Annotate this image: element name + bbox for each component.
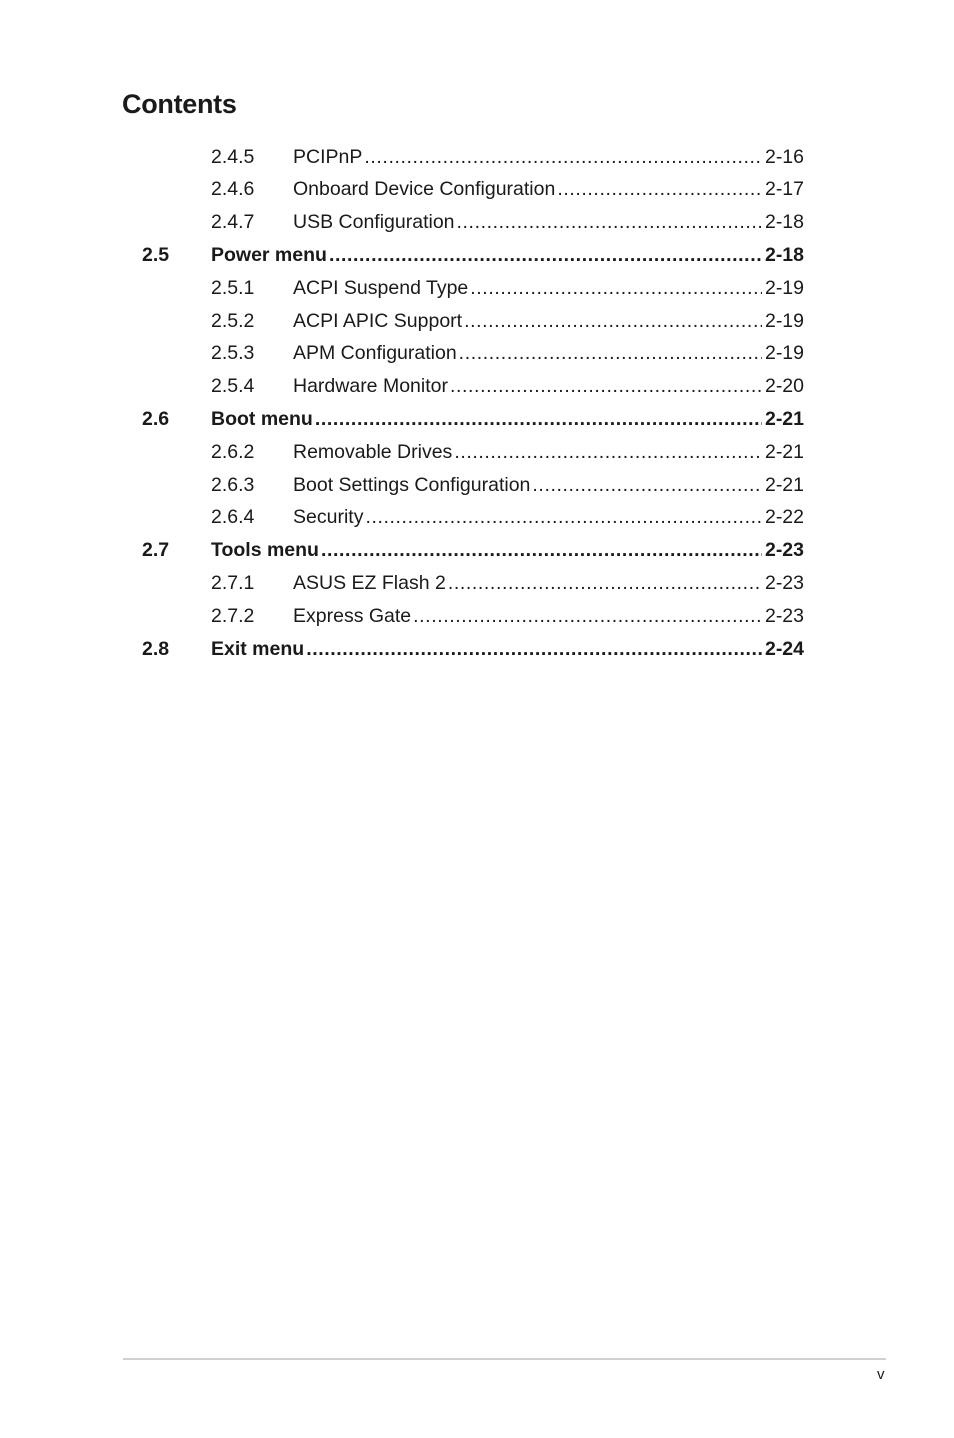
table-of-contents xyxy=(142,141,804,666)
toc-entry[interactable] xyxy=(142,272,804,305)
toc-entry-title: Boot menu xyxy=(211,408,313,431)
dot-leader xyxy=(557,180,762,200)
toc-entry-number: 2.4.7 xyxy=(211,211,255,234)
toc-entry[interactable] xyxy=(142,600,804,633)
toc-entry-title: Onboard Device Configuration xyxy=(293,178,556,201)
toc-entry-page: 2-19 xyxy=(764,342,804,365)
toc-entry-title: USB Configuration xyxy=(293,211,455,234)
toc-section-entry[interactable] xyxy=(142,633,804,666)
toc-entry-number: 2.7 xyxy=(142,539,170,562)
toc-entry-page: 2-16 xyxy=(764,145,804,168)
toc-section-entry[interactable] xyxy=(142,239,804,272)
toc-entry-title: ASUS EZ Flash 2 xyxy=(293,572,446,594)
toc-entry-page: 2-21 xyxy=(764,473,804,496)
toc-entry-title: Power menu xyxy=(211,244,327,267)
dot-leader xyxy=(306,640,762,660)
dot-leader xyxy=(454,443,762,463)
toc-entry-page: 2-20 xyxy=(764,375,804,398)
toc-entry[interactable] xyxy=(142,567,804,600)
toc-entry-number: 2.8 xyxy=(142,637,170,660)
toc-entry-page: 2-18 xyxy=(764,211,804,234)
toc-entry-title: ACPI APIC Support xyxy=(293,309,463,332)
toc-entry-page: 2-23 xyxy=(764,572,804,594)
dot-leader xyxy=(413,607,762,627)
toc-entry-page: 2-22 xyxy=(764,506,804,529)
dot-leader xyxy=(459,344,762,364)
toc-entry[interactable] xyxy=(142,338,804,371)
dot-leader xyxy=(315,410,762,430)
toc-entry-title: Exit menu xyxy=(211,637,305,660)
dot-leader xyxy=(329,246,762,266)
toc-entry-page: 2-21 xyxy=(764,440,804,463)
dot-leader xyxy=(321,541,762,561)
toc-entry-number: 2.5.3 xyxy=(211,342,255,365)
toc-entry-page: 2-23 xyxy=(764,539,804,562)
toc-entry-title: Security xyxy=(293,506,364,529)
toc-entry-title: Removable Drives xyxy=(293,440,453,463)
toc-entry[interactable] xyxy=(142,371,804,404)
toc-entry-number: 2.7.1 xyxy=(211,572,255,594)
toc-entry-title: Express Gate xyxy=(293,604,412,627)
toc-entry-number: 2.7.2 xyxy=(211,604,255,627)
toc-entry-page: 2-19 xyxy=(764,276,804,299)
toc-entry-number: 2.6.4 xyxy=(211,506,255,529)
toc-entry-page: 2-24 xyxy=(764,637,804,660)
dot-leader xyxy=(364,148,762,168)
toc-entry[interactable] xyxy=(142,305,804,338)
toc-entry-page: 2-19 xyxy=(764,309,804,332)
toc-entry-number: 2.5.1 xyxy=(211,276,255,299)
dot-leader xyxy=(450,377,762,397)
toc-entry[interactable] xyxy=(142,436,804,469)
toc-entry-title: Hardware Monitor xyxy=(293,375,448,398)
toc-entry-number: 2.5.4 xyxy=(211,375,255,398)
page-number: v xyxy=(877,1366,885,1383)
footer-divider xyxy=(123,1358,886,1360)
toc-entry-title: PCIPnP xyxy=(293,145,363,168)
toc-section-entry[interactable] xyxy=(142,535,804,568)
toc-entry-number: 2.4.5 xyxy=(211,145,255,168)
toc-entry-title: ACPI Suspend Type xyxy=(293,276,469,299)
toc-entry-number: 2.6.2 xyxy=(211,440,255,463)
dot-leader xyxy=(457,213,762,233)
dot-leader xyxy=(365,508,762,528)
toc-entry-number: 2.5.2 xyxy=(211,309,255,332)
toc-entry-number: 2.6 xyxy=(142,408,170,431)
toc-section-entry[interactable] xyxy=(142,403,804,436)
toc-entry-title: APM Configuration xyxy=(293,342,457,365)
toc-entry[interactable] xyxy=(142,141,804,174)
dot-leader xyxy=(532,476,762,496)
toc-entry-title: Tools menu xyxy=(211,539,319,562)
dot-leader xyxy=(448,574,762,594)
toc-entry[interactable] xyxy=(142,207,804,240)
toc-entry-number: 2.5 xyxy=(142,244,170,267)
toc-entry[interactable] xyxy=(142,174,804,207)
toc-entry-page: 2-17 xyxy=(764,178,804,201)
toc-entry-title: Boot Settings Configuration xyxy=(293,473,531,496)
toc-entry[interactable] xyxy=(142,469,804,502)
toc-entry-number: 2.6.3 xyxy=(211,473,255,496)
toc-entry[interactable] xyxy=(142,502,804,535)
toc-entry-page: 2-23 xyxy=(764,604,804,627)
dot-leader xyxy=(470,279,762,299)
dot-leader xyxy=(464,312,762,332)
toc-entry-page: 2-21 xyxy=(764,408,804,431)
page-title: Contents xyxy=(122,89,237,119)
toc-entry-number: 2.4.6 xyxy=(211,178,255,201)
toc-entry-page: 2-18 xyxy=(764,244,804,267)
